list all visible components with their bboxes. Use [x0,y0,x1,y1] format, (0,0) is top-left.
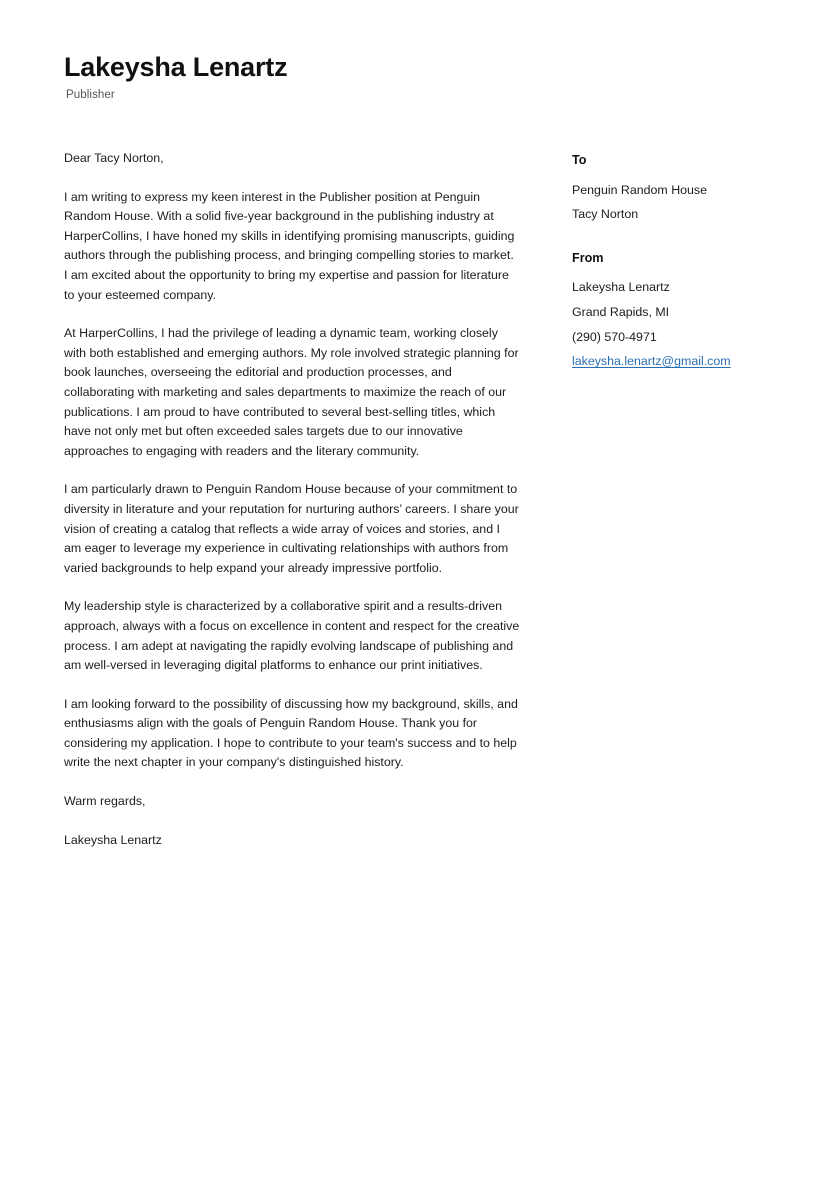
letter-header [64,52,769,101]
page-title: Lakeysha Lenartz [64,52,288,82]
to-block [572,151,769,225]
letter-meta-sidebar [572,149,769,372]
to-company: Penguin Random House [572,182,708,197]
from-email-line [572,352,769,372]
signature-name: Lakeysha Lenartz [64,832,162,847]
from-phone: (290) 570-4971 [572,329,657,344]
to-contact: Tacy Norton [572,207,639,222]
email-link[interactable]: lakeysha.lenartz@gmail.com [572,354,731,369]
letter-paragraph: I am writing to express my keen interest in the Publisher position at Penguin Random House. With a solid five-year background in the publishing industry at HarperCollins, I have honed my skills in identifying promising manuscripts, guiding authors through the publishing process, and bringing compelling stories to market. I am excited about the opportunity to bring my expertise and passion for literature to your esteemed company. [64,189,515,302]
from-block [572,249,769,372]
letter-paragraph: I am looking forward to the possibility of discussing how my background, skills, and enthusiasms align with the goals of Penguin Random House. Thank you for considering my application. I hope to contribute to your team's success and to help write the next chapter in your company's distinguished history. [64,696,518,770]
letter-paragraph: I am particularly drawn to Penguin Random House because of your commitment to diversity in literature and your reputation for nurturing authors’ careers. I share your vision of creating a catalog that reflects a wide array of voices and stories, and I am eager to leverage my experience in cultivating relationships with authors from varied backgrounds to help expand your already impressive portfolio. [64,482,519,575]
from-name: Lakeysha Lenartz [572,280,670,295]
to-heading: To [572,153,587,168]
from-heading: From [572,250,604,265]
letter-paragraph: My leadership style is characterized by a collaborative spirit and a results-driven approach, always with a focus on excellence in content and respect for the creative process. I am adept at navigating the rapidly evolving landscape of publishing and am well-versed in leveraging digital platforms to enhance our print initiatives. [64,599,520,673]
letter-paragraph: At HarperCollins, I had the privilege of leading a dynamic team, working closely with both established and emerging authors. My role involved strategic planning for book launches, overseeing the editorial and production processes, and collaborating with marketing and sales departments to maximize the reach of our publications. I am proud to have contributed to several best-selling titles, which have not only met but often exceeded sales targets due to our innovative approaches to engaging with readers and the literary community. [64,326,519,458]
closing-line: Warm regards, [64,794,146,809]
job-title: Publisher [66,89,115,102]
from-location: Grand Rapids, MI [572,305,670,320]
letter-body-area [64,149,769,850]
salutation: Dear Tacy Norton, [64,151,164,166]
letter-content [64,149,520,850]
